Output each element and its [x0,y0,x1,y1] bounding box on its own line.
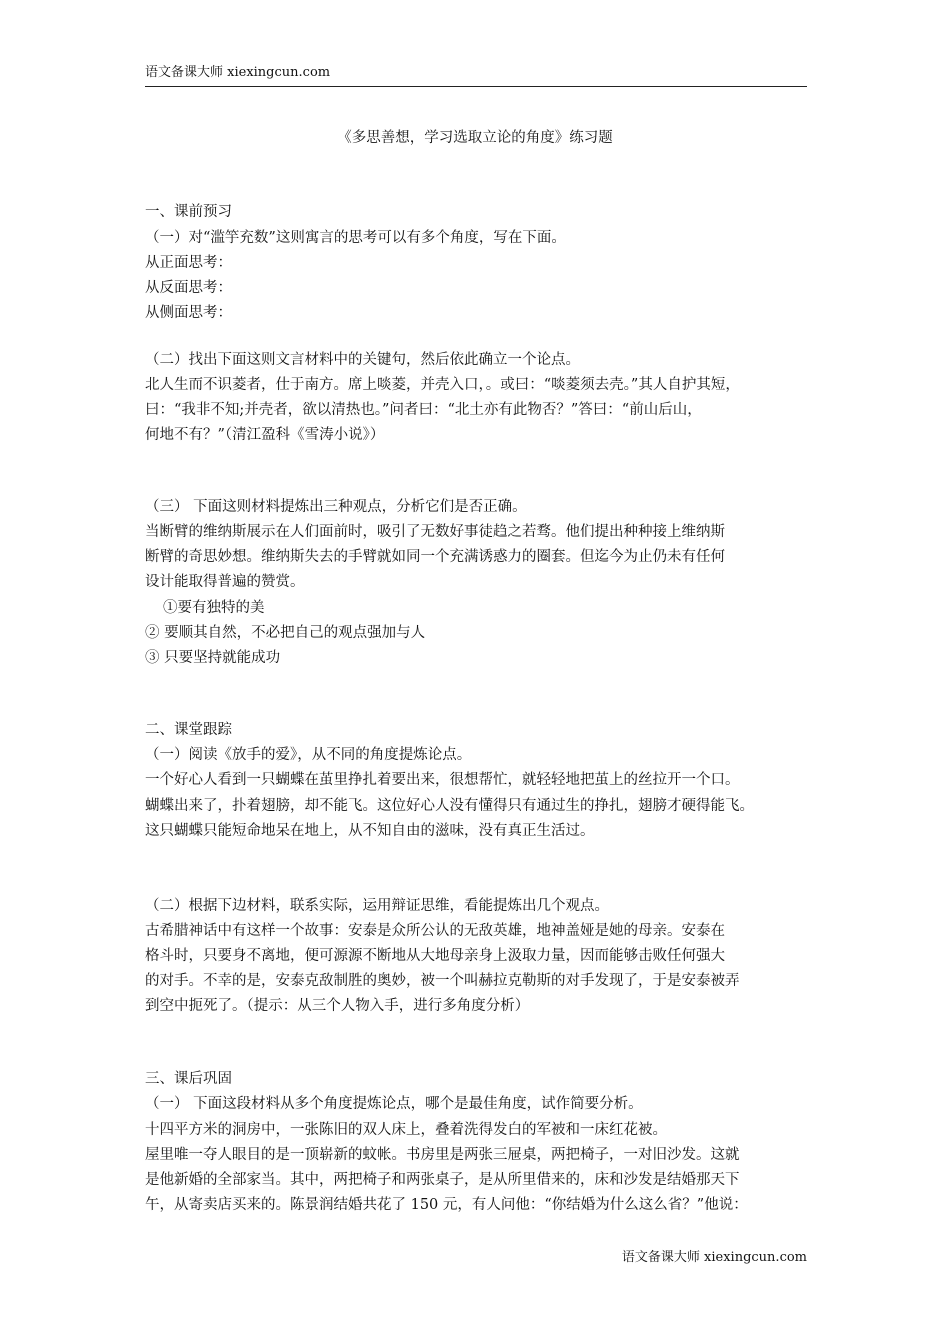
passage-line: 断臂的奇思妙想。维纳斯失去的手臂就如同一个充满诱惑力的圈套。但迄今为止仍未有任何 [145,549,725,565]
question-1-1: （一）对“滥竽充数”这则寓言的思考可以有多个角度，写在下面。 [145,230,566,246]
page-footer: 语文备课大师 xiexingcun.com [621,1250,807,1265]
answer-line-negative: 从反面思考： [145,280,232,296]
question-2-1: （一）阅读《放手的爱》，从不同的角度提炼论点。 [145,747,472,763]
answer-line-positive: 从正面思考： [145,255,232,271]
passage-line: 十四平方米的洞房中，一张陈旧的双人床上，叠着洗得发白的军被和一床红花被。 [145,1122,667,1138]
section-heading-review: 三、课后巩固 [145,1071,232,1087]
passage-line: 设计能取得普遍的赞赏。 [145,574,305,590]
viewpoint-item: ①要有独特的美 [163,600,265,616]
viewpoint-item: ③ 只要坚持就能成功 [145,650,281,666]
passage-line: 古希腊神话中有这样一个故事：安泰是众所公认的无敌英雄，地神盖娅是她的母亲。安泰在 [145,923,725,939]
passage-line: 格斗时，只要身不离地，便可源源不断地从大地母亲身上汲取力量，因而能够击败任何强大 [145,948,725,964]
viewpoint-item: ② 要顺其自然，不必把自己的观点强加与人 [145,625,426,641]
question-1-2: （二）找出下面这则文言材料中的关键句，然后依此确立一个论点。 [145,352,580,368]
question-2-2: （二）根据下边材料，联系实际，运用辩证思维，看能提炼出几个观点。 [145,898,609,914]
passage-line: 何地不有？”（清江盈科《雪涛小说》） [145,427,385,443]
passage-line: 屋里唯一夺人眼目的是一顶崭新的蚊帐。书房里是两张三屉桌，两把椅子，一对旧沙发。这就 [145,1147,740,1163]
section-heading-preview: 一、课前预习 [145,204,232,220]
passage-line: 一个好心人看到一只蝴蝶在茧里挣扎着要出来，很想帮忙，就轻轻地把茧上的丝拉开一个口。 [145,772,740,788]
passage-line: 曰：“我非不知;并壳者，欲以清热也。”问者曰：“北土亦有此物否？”答曰：“前山后山， [145,402,702,418]
passage-line: 是他新婚的全部家当。其中，两把椅子和两张桌子，是从所里借来的，床和沙发是结婚那天下 [145,1172,740,1188]
passage-line: 午，从寄卖店买来的。陈景润结婚共花了 150 元，有人问他：“你结婚为什么这么省？”他说： [145,1197,748,1213]
question-3-1: （一） 下面这段材料从多个角度提炼论点，哪个是最佳角度，试作简要分析。 [145,1096,643,1112]
question-1-3: （三） 下面这则材料提炼出三种观点，分析它们是否正确。 [145,499,527,515]
passage-line: 蝴蝶出来了，扑着翅膀，却不能飞。这位好心人没有懂得只有通过生的挣扎，翅膀才硬得能飞。 [145,798,754,814]
passage-line: 的对手。不幸的是，安泰克敌制胜的奥妙，被一个叫赫拉克勒斯的对手发现了，于是安泰被弄 [145,973,740,989]
document-title: 《多思善想，学习选取立论的角度》练习题 [337,130,613,146]
answer-line-side: 从侧面思考： [145,305,232,321]
passage-line: 到空中扼死了。（提示：从三个人物入手，进行多角度分析） [145,998,530,1014]
passage-line: 当断臂的维纳斯展示在人们面前时，吸引了无数好事徒趋之若骛。他们提出种种接上维纳斯 [145,524,725,540]
passage-line: 这只蝴蝶只能短命地呆在地上，从不知自由的滋味，没有真正生活过。 [145,823,595,839]
passage-line: 北人生而不识菱者，仕于南方。席上啖菱，并壳入口，。或曰：“啖菱须去壳。”其人自护其短， [145,377,740,393]
page-header: 语文备课大师 xiexingcun.com [145,64,807,87]
section-heading-class: 二、课堂跟踪 [145,722,232,738]
